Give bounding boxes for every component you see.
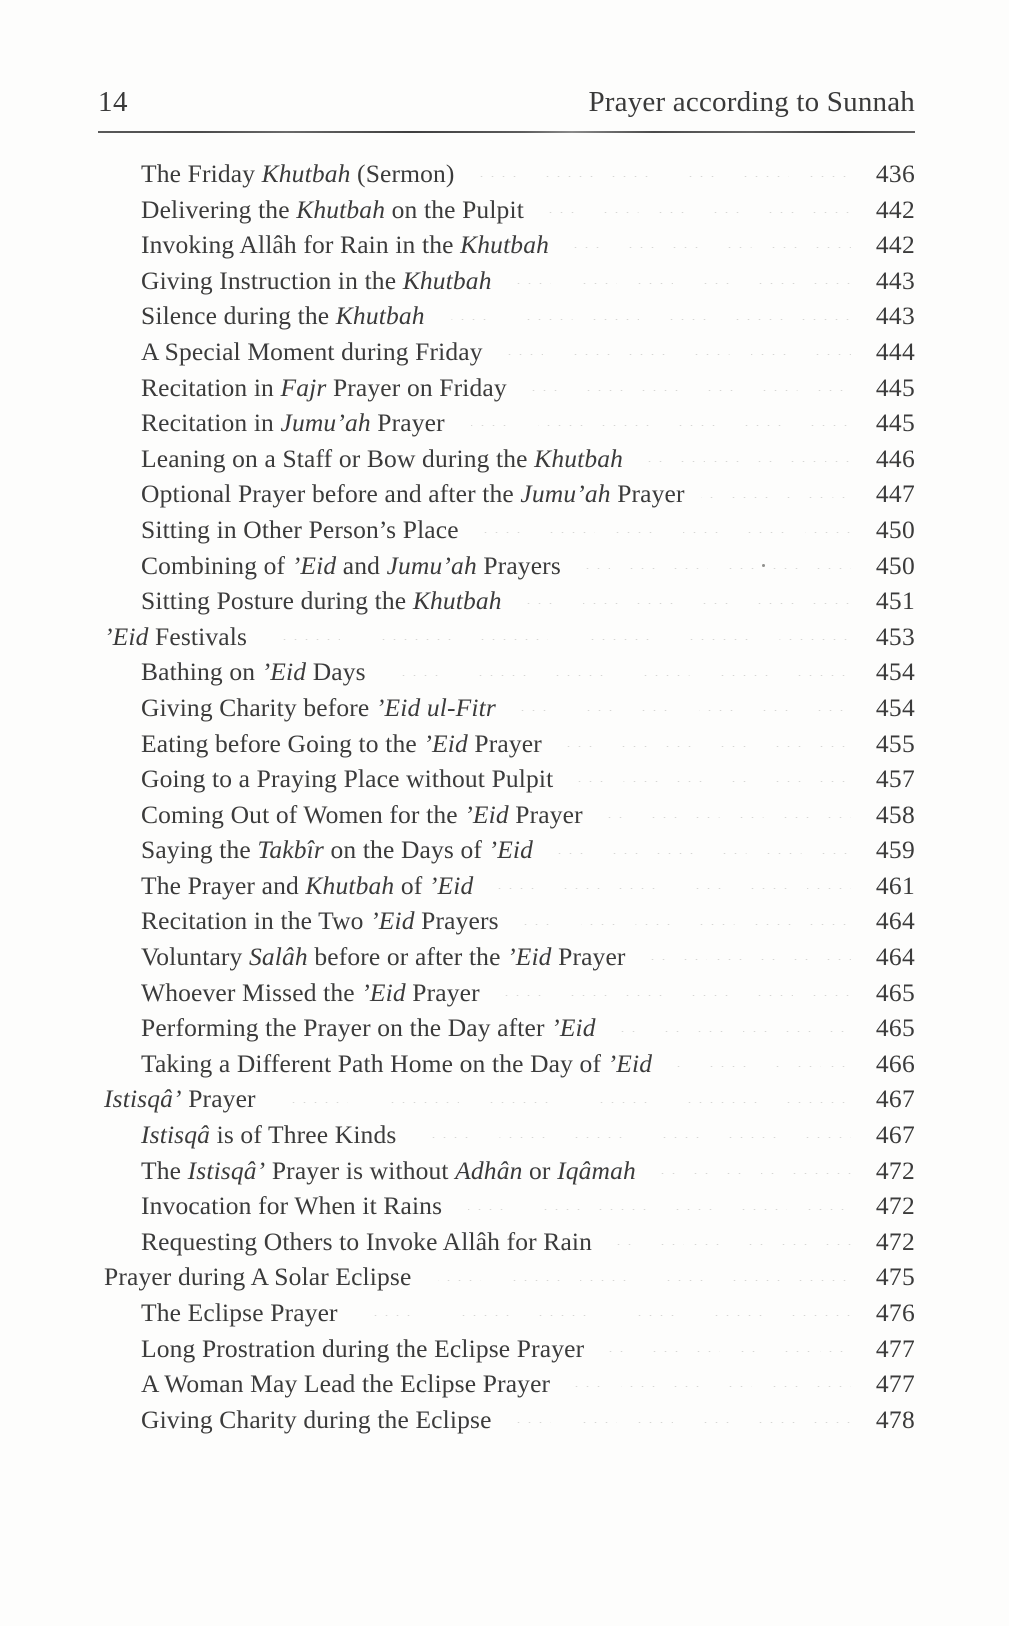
title-text: on the Days of bbox=[323, 835, 489, 865]
toc-entry[interactable] bbox=[98, 1366, 915, 1402]
title-text: Invoking Allâh for Rain in the bbox=[141, 230, 461, 260]
toc-entry[interactable] bbox=[98, 761, 915, 797]
toc-entry-title bbox=[98, 476, 695, 512]
title-text: Requesting Others to Invoke Allâh for Rain bbox=[141, 1226, 593, 1256]
toc-entry[interactable] bbox=[98, 832, 915, 868]
toc-entry-title bbox=[98, 156, 465, 192]
title-text: Festivals bbox=[148, 621, 248, 651]
dot-leader bbox=[452, 1209, 851, 1210]
transliterated-term: ’Eid ul-Fitr bbox=[375, 692, 496, 722]
transliterated-term: ’Eid bbox=[507, 942, 552, 972]
toc-entry-page-number: 442 bbox=[875, 230, 915, 260]
title-text: Coming Out of Women for the bbox=[141, 799, 465, 829]
title-text: The Prayer and bbox=[141, 870, 306, 900]
dot-leader bbox=[646, 1173, 851, 1174]
toc-entry-page-number: 467 bbox=[875, 1120, 915, 1150]
toc-entry[interactable] bbox=[98, 441, 915, 477]
dot-leader bbox=[662, 1066, 851, 1067]
toc-entry[interactable] bbox=[98, 690, 915, 726]
dot-leader bbox=[490, 995, 851, 996]
dot-leader bbox=[563, 781, 851, 782]
toc-entry-page-number: 436 bbox=[875, 159, 915, 188]
toc-entry[interactable] bbox=[98, 1259, 915, 1295]
toc-entry-title bbox=[98, 1010, 606, 1046]
title-text: The Friday bbox=[141, 159, 262, 188]
title-text: is of Three Kinds bbox=[210, 1120, 397, 1150]
transliterated-term: Khutbah bbox=[296, 194, 386, 224]
dot-leader bbox=[509, 924, 851, 925]
toc-entry-page-number: 451 bbox=[875, 586, 915, 616]
toc-entry-page-number: 459 bbox=[875, 835, 915, 865]
dot-leader bbox=[552, 746, 851, 747]
toc-entry[interactable] bbox=[98, 476, 915, 512]
toc-entry-page-number: 472 bbox=[875, 1226, 915, 1256]
title-text: of bbox=[394, 870, 429, 900]
toc-entry-title bbox=[98, 1188, 452, 1224]
toc-entry-title bbox=[98, 832, 543, 868]
toc-entry-title bbox=[98, 939, 636, 975]
toc-entry-page-number: 465 bbox=[875, 977, 915, 1007]
transliterated-term: ’Eid bbox=[551, 1013, 596, 1043]
toc-entry-title bbox=[98, 726, 552, 762]
toc-entry[interactable] bbox=[98, 1224, 915, 1260]
toc-entry-title bbox=[98, 1331, 594, 1367]
title-text: Prayers bbox=[476, 550, 561, 580]
toc-entry-page-number: 464 bbox=[875, 942, 915, 972]
transliterated-term: ’Eid bbox=[104, 621, 149, 651]
title-text: Eating before Going to the bbox=[141, 728, 424, 758]
toc-entry[interactable] bbox=[98, 619, 915, 655]
title-text: Prayer bbox=[405, 977, 480, 1007]
title-text: Prayer bbox=[181, 1084, 256, 1114]
toc-entry[interactable] bbox=[98, 726, 915, 762]
dot-leader bbox=[465, 176, 851, 177]
toc-entry[interactable] bbox=[98, 939, 915, 975]
title-text: Saying the bbox=[141, 835, 258, 865]
dot-leader bbox=[633, 461, 851, 462]
transliterated-term: Istisqâ bbox=[141, 1120, 211, 1150]
transliterated-term: ’Eid bbox=[607, 1048, 653, 1078]
title-text: Giving Charity before bbox=[141, 692, 376, 722]
title-text: Prayer on Friday bbox=[326, 372, 507, 402]
toc-entry-title bbox=[98, 1117, 406, 1153]
transliterated-term: Khutbah bbox=[261, 159, 351, 188]
transliterated-term: Khutbah bbox=[460, 230, 550, 260]
dot-leader bbox=[695, 497, 851, 498]
dot-leader bbox=[469, 532, 851, 533]
running-header bbox=[98, 86, 915, 126]
title-text: Prayer bbox=[508, 799, 583, 829]
toc-entry-page-number: 447 bbox=[875, 479, 915, 509]
title-text: on the Pulpit bbox=[385, 194, 524, 224]
dot-leader bbox=[435, 319, 851, 320]
dot-leader bbox=[512, 603, 851, 604]
dot-leader bbox=[421, 1280, 851, 1281]
toc-entry-title bbox=[98, 868, 483, 904]
title-text: (Sermon) bbox=[350, 159, 455, 188]
transliterated-term: ’Eid bbox=[291, 550, 337, 580]
dot-leader bbox=[506, 710, 851, 711]
toc-entry-page-number: 461 bbox=[875, 870, 915, 900]
toc-entry-title bbox=[98, 263, 502, 299]
toc-entry-page-number: 467 bbox=[875, 1084, 915, 1114]
toc-entry[interactable] bbox=[98, 654, 915, 690]
toc-entry-page-number: 476 bbox=[875, 1298, 915, 1327]
toc-entry-page-number: 464 bbox=[875, 906, 915, 936]
title-text: before or after the bbox=[307, 942, 508, 972]
transliterated-term: ’Eid bbox=[464, 799, 509, 829]
title-text: Performing the Prayer on the Day after bbox=[141, 1013, 552, 1043]
dot-leader bbox=[257, 639, 851, 640]
toc-entry[interactable] bbox=[98, 975, 915, 1011]
toc-entry-page-number: 443 bbox=[875, 301, 915, 331]
toc-entry[interactable] bbox=[98, 192, 915, 228]
toc-entry-page-number: 477 bbox=[875, 1369, 915, 1399]
header-divider-rule bbox=[98, 131, 915, 133]
transliterated-term: Jumu’ah bbox=[386, 550, 477, 580]
toc-entry-title bbox=[98, 1402, 502, 1438]
toc-entry[interactable] bbox=[98, 1295, 915, 1331]
toc-entry-title bbox=[98, 334, 493, 370]
title-text: Long Prostration during the Eclipse Prayer bbox=[141, 1333, 585, 1363]
transliterated-term: Iqâmah bbox=[557, 1155, 636, 1185]
toc-entry-title bbox=[98, 654, 376, 690]
title-text: Delivering the bbox=[141, 194, 297, 224]
toc-entry[interactable] bbox=[98, 227, 915, 263]
table-of-contents bbox=[98, 156, 915, 1437]
title-text: Recitation in the Two bbox=[141, 906, 371, 936]
title-text: Prayer is without bbox=[265, 1155, 456, 1185]
toc-entry[interactable] bbox=[98, 797, 915, 833]
dot-leader bbox=[502, 1422, 851, 1423]
title-text: Optional Prayer before and after the bbox=[141, 479, 521, 509]
toc-entry-page-number: 454 bbox=[875, 692, 915, 722]
title-text: The Eclipse Prayer bbox=[141, 1298, 338, 1327]
transliterated-term: ’Eid bbox=[361, 977, 406, 1007]
transliterated-term: ’Eid bbox=[261, 657, 307, 687]
toc-entry-title bbox=[98, 298, 435, 334]
title-text: Prayers bbox=[414, 906, 499, 936]
dot-leader bbox=[266, 1102, 851, 1103]
toc-entry-page-number: 450 bbox=[875, 550, 915, 580]
toc-entry[interactable] bbox=[98, 868, 915, 904]
title-text: Prayer bbox=[370, 408, 445, 438]
dot-leader bbox=[483, 888, 851, 889]
dot-leader bbox=[493, 354, 851, 355]
title-text: Invocation for When it Rains bbox=[141, 1191, 443, 1221]
transliterated-term: Khutbah bbox=[402, 265, 492, 295]
book-title: Prayer according to Sunnah bbox=[588, 86, 915, 118]
toc-entry-page-number: 457 bbox=[875, 764, 915, 794]
toc-entry-title bbox=[98, 1366, 560, 1402]
title-text: Giving Charity during the Eclipse bbox=[141, 1404, 492, 1434]
title-text: Taking a Different Path Home on the Day of bbox=[141, 1048, 608, 1078]
toc-entry-title bbox=[98, 1046, 662, 1082]
title-text: Silence during the bbox=[141, 301, 336, 331]
title-text: Recitation in bbox=[141, 372, 281, 402]
title-text: or bbox=[522, 1155, 558, 1185]
toc-entry[interactable] bbox=[98, 1117, 915, 1153]
toc-entry-page-number: 453 bbox=[875, 621, 915, 651]
dot-leader bbox=[406, 1137, 851, 1138]
toc-entry-page-number: 478 bbox=[875, 1404, 915, 1434]
toc-entry-page-number: 472 bbox=[875, 1155, 915, 1185]
scan-artifact-dot bbox=[762, 564, 765, 567]
dot-leader bbox=[606, 1031, 851, 1032]
dot-leader bbox=[594, 1351, 851, 1352]
title-text: Going to a Praying Place without Pulpit bbox=[141, 764, 554, 794]
toc-entry[interactable] bbox=[98, 370, 915, 406]
toc-entry-page-number: 472 bbox=[875, 1191, 915, 1221]
toc-entry-page-number: 442 bbox=[875, 194, 915, 224]
transliterated-term: Khutbah bbox=[335, 301, 425, 331]
transliterated-term: Khutbah bbox=[412, 586, 502, 616]
toc-entry[interactable] bbox=[98, 405, 915, 441]
toc-entry[interactable] bbox=[98, 334, 915, 370]
toc-entry[interactable] bbox=[98, 263, 915, 299]
dot-leader bbox=[348, 1315, 851, 1316]
toc-entry-title bbox=[98, 405, 455, 441]
toc-entry-page-number: 444 bbox=[875, 336, 915, 366]
toc-entry-title bbox=[98, 1224, 602, 1260]
toc-entry[interactable] bbox=[98, 583, 915, 619]
toc-entry-title bbox=[98, 619, 257, 655]
toc-entry-page-number: 446 bbox=[875, 443, 915, 473]
toc-entry-title bbox=[98, 1081, 266, 1117]
page-folio-number: 14 bbox=[98, 86, 128, 118]
dot-leader bbox=[571, 568, 851, 569]
title-text: Prayer bbox=[551, 942, 626, 972]
dot-leader bbox=[534, 212, 851, 213]
transliterated-term: Jumu’ah bbox=[520, 479, 611, 509]
toc-entry-title bbox=[98, 548, 571, 584]
toc-entry[interactable] bbox=[98, 1010, 915, 1046]
dot-leader bbox=[636, 959, 851, 960]
toc-entry-page-number: 443 bbox=[875, 265, 915, 295]
toc-entry-page-number: 445 bbox=[875, 372, 915, 402]
toc-entry[interactable] bbox=[98, 512, 915, 548]
toc-entry[interactable] bbox=[98, 1046, 915, 1082]
toc-entry[interactable] bbox=[98, 1331, 915, 1367]
title-text: A Woman May Lead the Eclipse Prayer bbox=[141, 1369, 551, 1399]
toc-entry-title bbox=[98, 761, 563, 797]
toc-entry-title bbox=[98, 192, 534, 228]
dot-leader bbox=[502, 283, 851, 284]
transliterated-term: Istisqâ’ bbox=[187, 1155, 266, 1185]
toc-entry-title bbox=[98, 975, 490, 1011]
toc-entry-page-number: 475 bbox=[875, 1262, 915, 1292]
transliterated-term: Jumu’ah bbox=[280, 408, 371, 438]
title-text: The bbox=[141, 1155, 188, 1185]
toc-entry-title bbox=[98, 441, 633, 477]
toc-entry-title bbox=[98, 1259, 421, 1295]
toc-entry-title bbox=[98, 903, 509, 939]
transliterated-term: Khutbah bbox=[305, 870, 395, 900]
dot-leader bbox=[517, 390, 851, 391]
toc-entry-title bbox=[98, 690, 506, 726]
toc-entry-title bbox=[98, 797, 593, 833]
title-text: Bathing on bbox=[141, 657, 262, 687]
transliterated-term: ’Eid bbox=[423, 728, 468, 758]
toc-entry-title bbox=[98, 583, 512, 619]
toc-entry-title bbox=[98, 227, 559, 263]
toc-entry[interactable] bbox=[98, 1153, 915, 1189]
toc-entry-title bbox=[98, 1153, 646, 1189]
title-text: Prayer bbox=[467, 728, 542, 758]
title-text: Days bbox=[306, 657, 366, 687]
toc-entry-page-number: 466 bbox=[875, 1048, 915, 1078]
transliterated-term: Takbîr bbox=[257, 835, 324, 865]
toc-entry-title bbox=[98, 370, 517, 406]
toc-entry[interactable] bbox=[98, 1188, 915, 1224]
title-text: Giving Instruction in the bbox=[141, 265, 403, 295]
toc-entry[interactable] bbox=[98, 1081, 915, 1117]
toc-entry-page-number: 458 bbox=[875, 799, 915, 829]
dot-leader bbox=[543, 853, 851, 854]
toc-entry-page-number: 465 bbox=[875, 1013, 915, 1043]
title-text: Sitting Posture during the bbox=[141, 586, 413, 616]
dot-leader bbox=[593, 817, 851, 818]
toc-entry[interactable] bbox=[98, 298, 915, 334]
title-text: Prayer bbox=[610, 479, 685, 509]
transliterated-term: Istisqâ’ bbox=[104, 1084, 182, 1114]
toc-entry-page-number: 455 bbox=[875, 728, 915, 758]
title-text: Whoever Missed the bbox=[141, 977, 362, 1007]
transliterated-term: ’Eid bbox=[370, 906, 415, 936]
dot-leader bbox=[376, 675, 851, 676]
toc-entry-page-number: 477 bbox=[875, 1333, 915, 1363]
toc-entry[interactable] bbox=[98, 156, 915, 192]
dot-leader bbox=[602, 1244, 851, 1245]
title-text: A Special Moment during Friday bbox=[141, 336, 483, 366]
dot-leader bbox=[559, 247, 851, 248]
toc-entry-title bbox=[98, 1295, 348, 1331]
transliterated-term: Khutbah bbox=[534, 443, 624, 473]
toc-entry[interactable] bbox=[98, 548, 915, 584]
title-text: Combining of bbox=[141, 550, 292, 580]
title-text: Prayer during A Solar Eclipse bbox=[104, 1262, 412, 1292]
toc-entry[interactable] bbox=[98, 1402, 915, 1438]
dot-leader bbox=[560, 1386, 851, 1387]
transliterated-term: ’Eid bbox=[428, 870, 474, 900]
transliterated-term: Adhân bbox=[455, 1155, 523, 1185]
title-text: Sitting in Other Person’s Place bbox=[141, 514, 459, 544]
toc-entry-page-number: 450 bbox=[875, 514, 915, 544]
title-text: Leaning on a Staff or Bow during the bbox=[141, 443, 535, 473]
title-text: Recitation in bbox=[141, 408, 281, 438]
toc-entry[interactable] bbox=[98, 903, 915, 939]
title-text: and bbox=[336, 550, 387, 580]
transliterated-term: Fajr bbox=[280, 372, 327, 402]
dot-leader bbox=[455, 425, 851, 426]
title-text: Voluntary bbox=[141, 942, 249, 972]
toc-entry-title bbox=[98, 512, 469, 548]
toc-entry-page-number: 454 bbox=[875, 657, 915, 687]
transliterated-term: Salâh bbox=[248, 942, 308, 972]
toc-entry-page-number: 445 bbox=[875, 408, 915, 438]
transliterated-term: ’Eid bbox=[488, 835, 534, 865]
